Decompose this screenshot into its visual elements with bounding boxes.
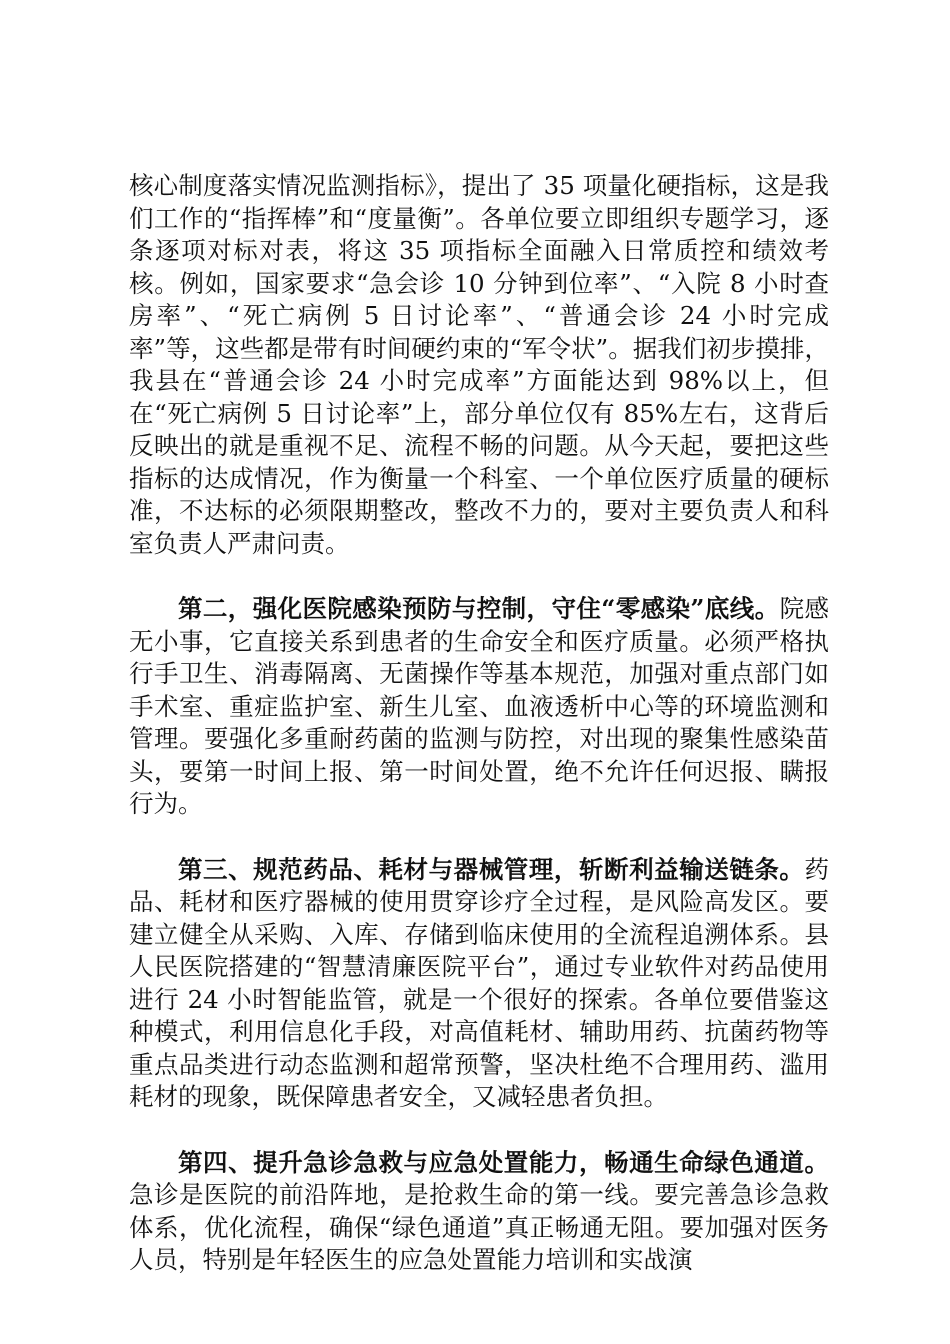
paragraph-lead: 第四、提升急诊急救与应急处置能力，畅通生命绿色通道。 [178, 1147, 829, 1177]
paragraph-core-indicators [129, 170, 829, 560]
paragraph-drug-management [129, 854, 829, 1114]
paragraph-body: 院感无小事，它直接关系到患者的生命安全和医疗质量。必须严格执行手卫生、消毒隔离、无菌操作等基本规范，加强对重点部门如手术室、重症监护室、新生儿室、血液透析中心等的环境监测和管理。要强化多重耐药菌的监测与防控，对出现的聚集性感染苗头，要第一时间上报、第一时间处置，绝不允许任何迟报、瞒报行为。 [129, 594, 830, 818]
paragraph-body: 核心制度落实情况监测指标》，提出了 35 项量化硬指标，这是我们工作的“指挥棒”和“度量衡”。各单位要立即组织专题学习，逐条逐项对标对表，将这 35 项指标全面融入日常质控和绩效考核。例如，国家要求“急会诊 10 分钟到位率”、“入院 8 小时查房率”、“死亡病例 5 日讨论率”、“普通会诊 24 小时完成率”等，这些都是带有时间硬约束的“军令状”。据我们初步摸排，我县在“普通会诊 24 小时完成率”方面能达到 98%以上，但在“死亡病例 5 日讨论率”上，部分单位仅有 85%左右，这背后反映出的就是重视不足、流程不畅的问题。从今天起，要把这些指标的达成情况，作为衡量一个科室、一个单位医疗质量的硬标准，不达标的必须限期整改，整改不力的，要对主要负责人和科室负责人严肃问责。 [129, 171, 829, 558]
paragraph-emergency [129, 1147, 829, 1277]
paragraph-body: 药品、耗材和医疗器械的使用贯穿诊疗全过程，是风险高发区。要建立健全从采购、入库、存储到临床使用的全流程追溯体系。县人民医院搭建的“智慧清廉医院平台”，通过专业软件对药品使用进行 24 小时智能监管，就是一个很好的探索。各单位要借鉴这种模式，利用信息化手段，对高值耗材、辅助用药、抗菌药物等重点品类进行动态监测和超常预警，坚决杜绝不合理用药、滥用耗材的现象，既保障患者安全，又减轻患者负担。 [129, 854, 829, 1111]
paragraph-body: 急诊是医院的前沿阵地，是抢救生命的第一线。要完善急诊急救体系，优化流程，确保“绿色通道”真正畅通无阻。要加强对医务人员，特别是年轻医生的应急处置能力培训和实战演 [129, 1180, 829, 1274]
paragraph-lead: 第三、规范药品、耗材与器械管理，斩断利益输送链条。 [178, 854, 805, 884]
paragraph-lead: 第二，强化医院感染预防与控制，守住“零感染”底线。 [178, 594, 780, 623]
document-page [129, 170, 829, 1277]
paragraph-infection-control [129, 593, 829, 821]
